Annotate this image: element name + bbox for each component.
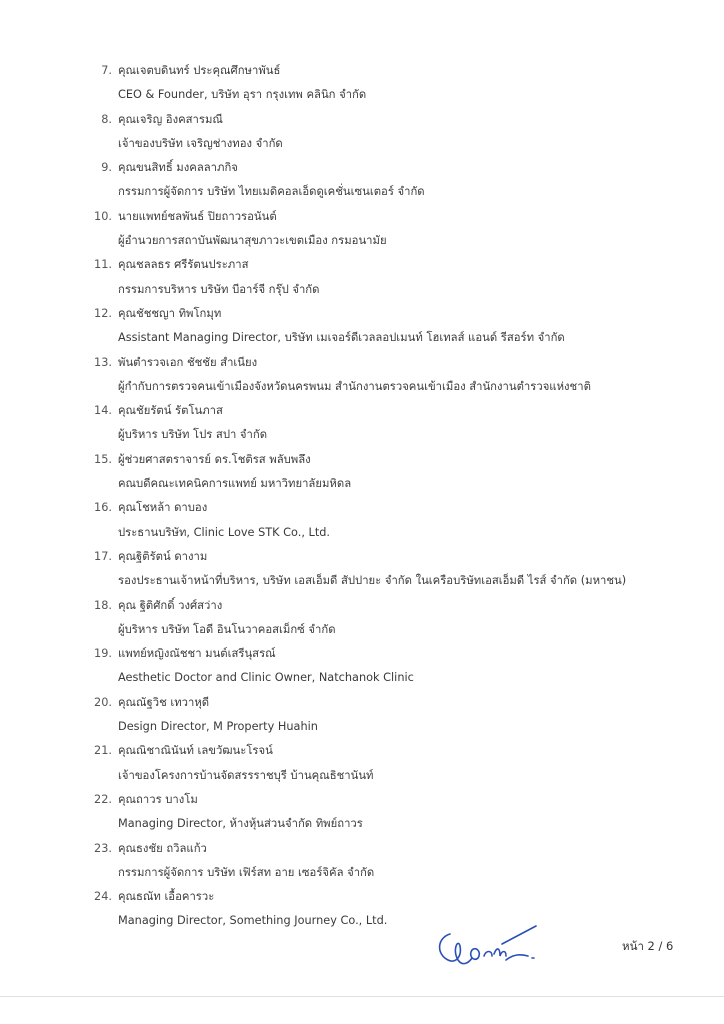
- person-title: เจ้าของบริษัท เจริญช่างทอง จำกัด: [118, 136, 283, 150]
- item-number: 8.: [101, 112, 112, 126]
- person-name: คุณฐิติรัตน์ ดางาม: [118, 549, 208, 563]
- list-item: [0, 645, 724, 669]
- person-title: ประธานบริษัท, Clinic Love STK Co., Ltd.: [118, 525, 331, 539]
- item-number: 12.: [94, 306, 112, 320]
- item-number: 21.: [94, 744, 112, 758]
- list-item: [0, 208, 724, 232]
- list-item-detail: [0, 475, 724, 499]
- item-number: 19.: [94, 647, 112, 661]
- list-item-detail: [0, 767, 724, 791]
- list-item-detail: [0, 669, 724, 693]
- person-title: กรรมการผู้จัดการ บริษัท เฟิร์สท อาย เซอร์จิคัล จำกัด: [118, 865, 375, 879]
- item-number: 23.: [94, 841, 112, 855]
- person-title: ผู้บริหาร บริษัท โอดี อินโนวาคอสเม็กซ์ จำกัด: [118, 622, 336, 636]
- item-number: 18.: [94, 598, 112, 612]
- list-item: [0, 354, 724, 378]
- item-number: 24.: [94, 890, 112, 904]
- person-name: คุณขนสิทธิ์ มงคลลาภกิจ: [118, 161, 238, 175]
- item-number: 11.: [94, 258, 112, 272]
- person-name: คุณธงชัย ถวิลแก้ว: [118, 841, 207, 855]
- person-title: คณบดีคณะเทคนิคการแพทย์ มหาวิทยาลัยมหิดล: [118, 477, 352, 491]
- person-name: นายแพทย์ชลพันธ์ ปิยถาวรอนันต์: [118, 209, 277, 223]
- person-name: คุณธณัท เอื้อคารวะ: [118, 890, 215, 904]
- person-name: คุณชลลธร ศรีรัตนประภาส: [118, 258, 249, 272]
- item-number: 16.: [94, 501, 112, 515]
- list-item-detail: [0, 815, 724, 839]
- list-item: [0, 499, 724, 523]
- list-item: [0, 111, 724, 135]
- person-name: คุณณิชาณินันท์ เลขวัฒนะโรจน์: [118, 744, 273, 758]
- list-item-detail: [0, 864, 724, 888]
- person-title: รองประธานเจ้าหน้าที่บริหาร, บริษัท เอสเอ็มดี สัปปายะ จำกัด ในเครือบริษัทเอสเอ็มดี ไรส์ จำกัด (มหาชน): [118, 574, 627, 588]
- attendee-list: [0, 62, 724, 937]
- list-item-detail: [0, 572, 724, 596]
- list-item: [0, 62, 724, 86]
- person-title: Managing Director, ห้างหุ้นส่วนจำกัด ทิพย์ถาวร: [118, 817, 363, 831]
- list-item: [0, 305, 724, 329]
- person-title: ผู้อำนวยการสถาบันพัฒนาสุขภาวะเขตเมือง กรมอนามัย: [118, 234, 387, 248]
- person-title: CEO & Founder, บริษัท อุรา กรุงเทพ คลินิก จำกัด: [118, 88, 367, 102]
- list-item-detail: [0, 718, 724, 742]
- list-item-detail: [0, 912, 724, 936]
- list-item-detail: [0, 329, 724, 353]
- list-item: [0, 694, 724, 718]
- list-item: [0, 548, 724, 572]
- list-item: [0, 888, 724, 912]
- list-item: [0, 402, 724, 426]
- item-number: 10.: [94, 209, 112, 223]
- person-title: ผู้กำกับการตรวจคนเข้าเมืองจังหวัดนครพนม สำนักงานตรวจคนเข้าเมือง สำนักงานตำรวจแห่งชาติ: [118, 379, 591, 393]
- item-number: 22.: [94, 792, 112, 806]
- list-item-detail: [0, 281, 724, 305]
- list-item: [0, 840, 724, 864]
- person-name: คุณเจตบดินทร์ ประคุณศึกษาพันธ์: [118, 64, 281, 77]
- list-item: [0, 791, 724, 815]
- person-name: แพทย์หญิงณัชชา มนต์เสรีนุสรณ์: [118, 647, 276, 661]
- item-number: 17.: [94, 549, 112, 563]
- person-name: คุณณัฐวิช เทวาหุดี: [118, 695, 210, 709]
- signature: [432, 920, 542, 970]
- list-item: [0, 597, 724, 621]
- person-name: คุณ ฐิติศักดิ์ วงศ์สว่าง: [118, 598, 223, 612]
- item-number: 9.: [101, 161, 112, 175]
- person-name: คุณชัชชญา ทิพโกมุท: [118, 306, 222, 320]
- list-item-detail: [0, 621, 724, 645]
- list-item: [0, 256, 724, 280]
- list-item: [0, 451, 724, 475]
- person-title: Aesthetic Doctor and Clinic Owner, Natchanok Clinic: [118, 671, 414, 685]
- person-title: เจ้าของโครงการบ้านจัดสรรราชบุรี บ้านคุณธิชานันท์: [118, 768, 374, 782]
- list-item-detail: [0, 232, 724, 256]
- item-number: 14.: [94, 404, 112, 418]
- item-number: 7.: [101, 64, 112, 77]
- list-item-detail: [0, 86, 724, 110]
- person-title: Design Director, M Property Huahin: [118, 720, 318, 734]
- list-item-detail: [0, 378, 724, 402]
- person-title: Assistant Managing Director, บริษัท เมเจอร์ดีเวลลอปเมนท์ โฮเทลส์ แอนด์ รีสอร์ท จำกัด: [118, 331, 565, 345]
- divider: [0, 996, 724, 997]
- list-item: [0, 742, 724, 766]
- person-name: ผู้ช่วยศาสตราจารย์ ดร.โชติรส พลับพลึง: [118, 452, 311, 466]
- person-title: กรรมการบริหาร บริษัท บีอาร์จี กรุ๊ป จำกัด: [118, 282, 320, 296]
- page-number: หน้า 2 / 6: [622, 939, 674, 953]
- item-number: 20.: [94, 695, 112, 709]
- list-item-detail: [0, 135, 724, 159]
- person-name: คุณถาวร บางโม: [118, 792, 198, 806]
- person-name: พันตำรวจเอก ชัชชัย สำเนียง: [118, 355, 258, 369]
- list-item-detail: [0, 183, 724, 207]
- item-number: 15.: [94, 452, 112, 466]
- person-name: คุณชัยรัตน์ รัตโนภาส: [118, 404, 223, 418]
- person-title: กรรมการผู้จัดการ บริษัท ไทยเมดิคอลเอ็ดดูเคชั่นเซนเตอร์ จำกัด: [118, 185, 425, 199]
- item-number: 13.: [94, 355, 112, 369]
- list-item: [0, 159, 724, 183]
- list-item-detail: [0, 524, 724, 548]
- list-item-detail: [0, 426, 724, 450]
- person-title: ผู้บริหาร บริษัท โปร สปา จำกัด: [118, 428, 268, 442]
- person-name: คุณโชหล้า ดาบอง: [118, 501, 208, 515]
- person-name: คุณเจริญ อิงคสารมณี: [118, 112, 223, 126]
- person-title: Managing Director, Something Journey Co., Ltd.: [118, 914, 388, 928]
